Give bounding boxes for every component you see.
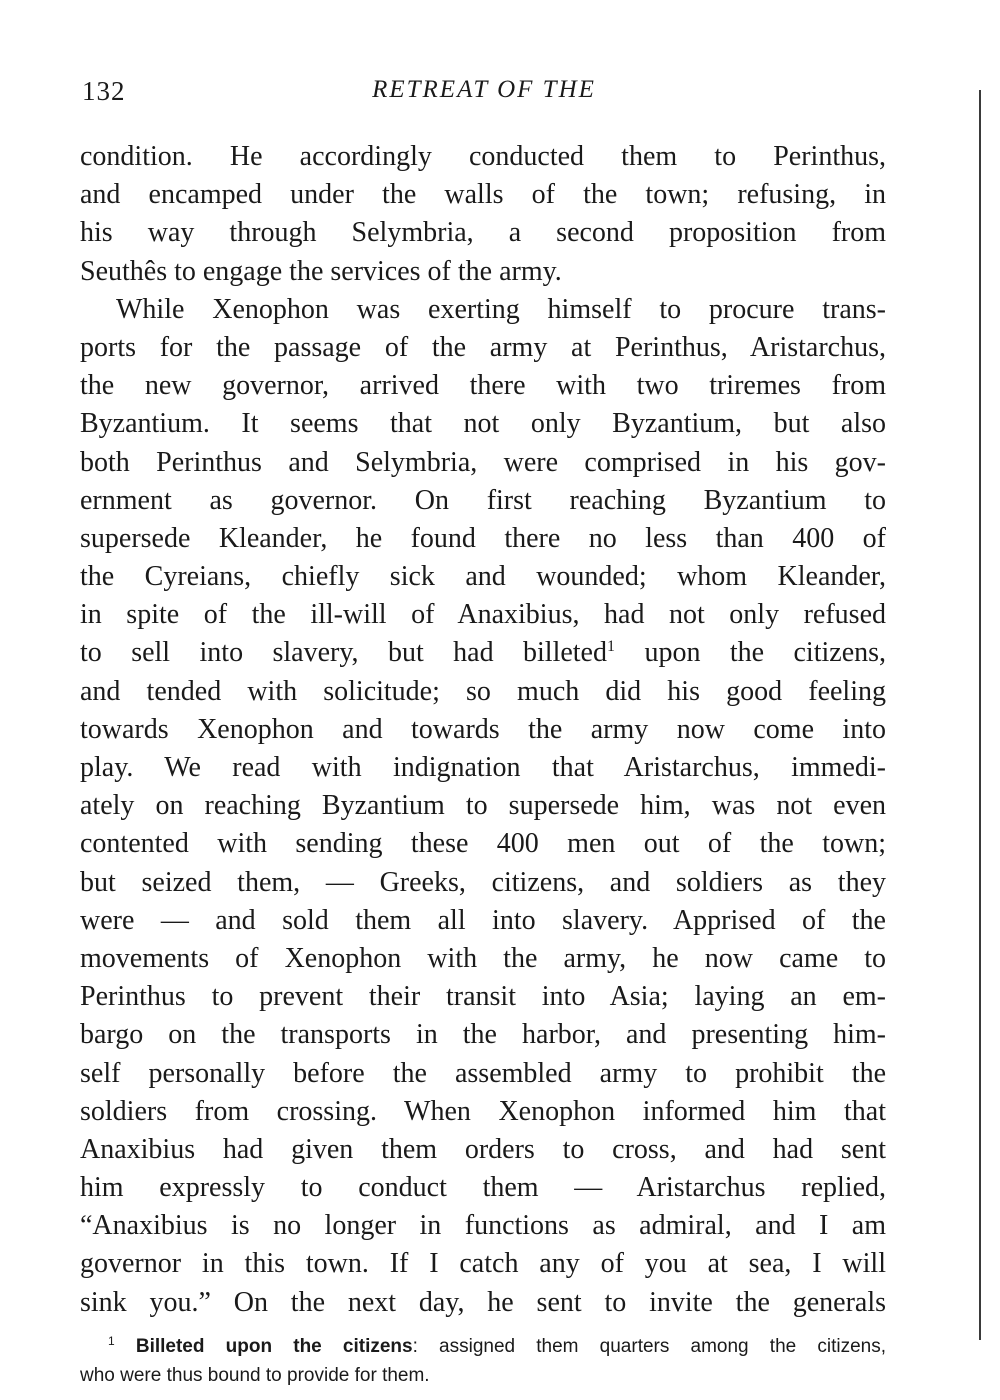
footnote-number: 1 bbox=[108, 1334, 115, 1348]
text-line-with-footnote bbox=[80, 634, 886, 672]
footnote-line bbox=[80, 1332, 886, 1361]
text-line: the new governor, arrived there with two triremes from bbox=[80, 370, 886, 402]
text-line: both Perinthus and Selymbria, were comprised in his gov- bbox=[80, 446, 886, 478]
margin-rule bbox=[979, 90, 981, 1340]
text-line: in spite of the ill-will of Anaxibius, had not only refused bbox=[80, 599, 886, 631]
text-line: While Xenophon was exerting himself to procure trans- bbox=[116, 293, 886, 325]
text-line: the Cyreians, chiefly sick and wounded; whom Kleander, bbox=[80, 561, 886, 593]
text-line: “Anaxibius is no longer in functions as admiral, and I am bbox=[80, 1210, 886, 1242]
text-line: were — and sold them all into slavery. Apprised of the bbox=[80, 904, 886, 936]
text-line: governor in this town. If I catch any of you at sea, I will bbox=[80, 1248, 886, 1280]
text-line: supersede Kleander, he found there no less than 400 of bbox=[80, 522, 886, 554]
text-line: soldiers from crossing. When Xenophon informed him that bbox=[80, 1095, 886, 1127]
body-text bbox=[80, 138, 886, 1322]
page-number: 132 bbox=[82, 76, 126, 106]
text-line: and tended with solicitude; so much did his good feeling bbox=[80, 675, 886, 707]
text-fragment: upon the citizens, bbox=[644, 637, 887, 669]
text-line: self personally before the assembled army to prohibit the bbox=[80, 1057, 886, 1089]
text-line: condition. He accordingly conducted them to Perinthus, bbox=[80, 141, 886, 172]
text-line: towards Xenophon and towards the army now come into bbox=[80, 713, 886, 745]
text-line: but seized them, — Greeks, citizens, and soldiers as they bbox=[80, 866, 886, 898]
footnote-term: Billeted upon the citizens bbox=[135, 1336, 413, 1357]
running-head: RETREAT OF THE bbox=[372, 76, 596, 103]
text-fragment: to sell into slavery, but had billeted bbox=[80, 637, 607, 669]
text-line: bargo on the transports in the harbor, and presenting him- bbox=[80, 1019, 886, 1051]
text-line: ernment as governor. On first reaching Byzantium to bbox=[80, 484, 886, 516]
text-line: ately on reaching Byzantium to supersede him, was not even bbox=[80, 790, 886, 822]
text-line: Byzantium. It seems that not only Byzantium, but also bbox=[80, 408, 886, 440]
text-line: Seuthês to engage the services of the army. bbox=[80, 255, 562, 287]
text-line: play. We read with indignation that Aristarchus, immedi- bbox=[80, 752, 886, 783]
text-line: his way through Selymbria, a second proposition from bbox=[80, 217, 886, 249]
footnote bbox=[80, 1332, 886, 1390]
text-line: and encamped under the walls of the town; refusing, in bbox=[80, 179, 886, 211]
text-line: Anaxibius had given them orders to cross, and had sent bbox=[80, 1133, 886, 1165]
footnote-definition: : assigned them quarters among the citizens, bbox=[412, 1336, 886, 1357]
text-line: ports for the passage of the army at Perinthus, Aristarchus, bbox=[80, 331, 886, 363]
footnote-line: who were thus bound to provide for them. bbox=[80, 1365, 430, 1386]
text-line: contented with sending these 400 men out of the town; bbox=[80, 828, 886, 860]
text-line: movements of Xenophon with the army, he now came to bbox=[80, 942, 886, 974]
footnote-marker: 1 bbox=[607, 638, 615, 656]
text-line: sink you.” On the next day, he sent to invite the generals bbox=[80, 1286, 886, 1318]
text-line: him expressly to conduct them — Aristarchus replied, bbox=[80, 1172, 886, 1204]
text-line: Perinthus to prevent their transit into Asia; laying an em- bbox=[80, 981, 886, 1013]
